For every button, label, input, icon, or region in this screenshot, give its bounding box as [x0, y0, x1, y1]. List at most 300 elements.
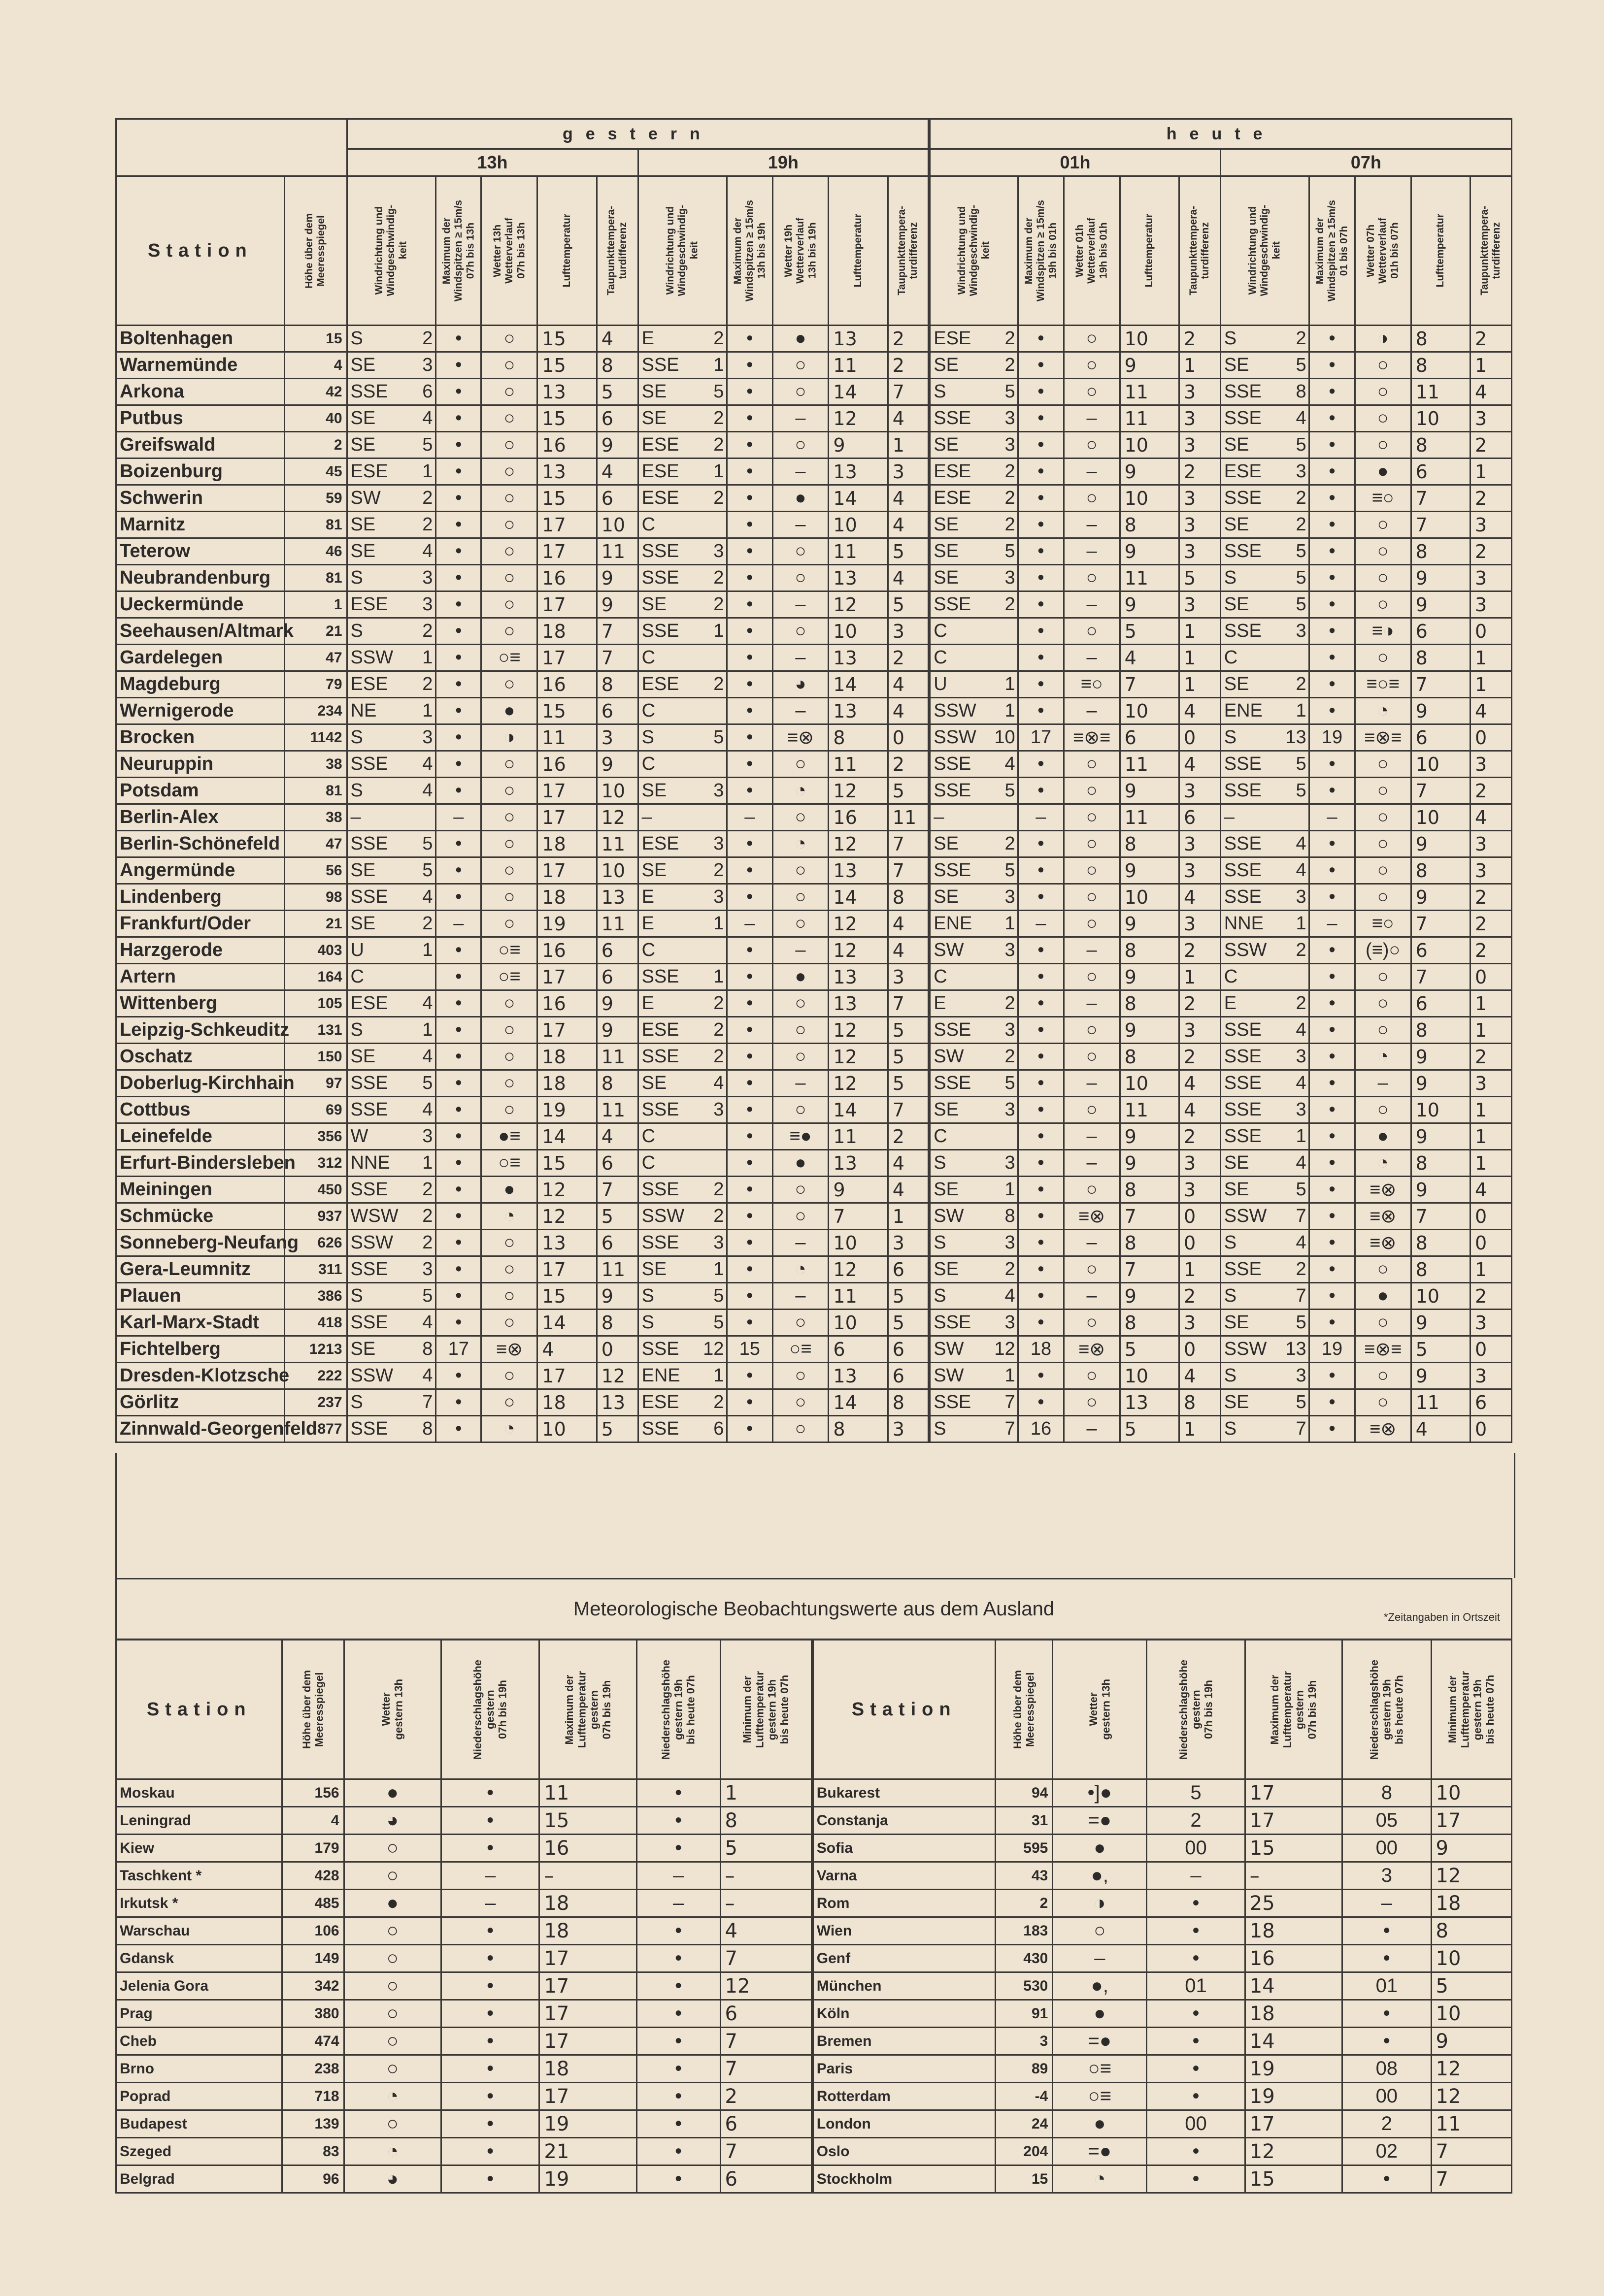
- max-gust: –: [1309, 911, 1355, 937]
- air-temperature: 8: [829, 724, 888, 751]
- weather-symbol: ○: [1355, 1097, 1411, 1123]
- max-gust: •: [1309, 618, 1355, 645]
- wind-cell: [929, 405, 1018, 432]
- dewpoint-difference: 3: [1179, 911, 1220, 937]
- station-altitude: 312: [284, 1150, 347, 1177]
- air-temperature: 12: [829, 1044, 888, 1070]
- weather-symbol: ○≡: [1053, 2055, 1147, 2083]
- wind-direction: S: [934, 381, 946, 402]
- max-gust: •: [1309, 432, 1355, 459]
- wind-speed: 2: [1296, 1259, 1306, 1279]
- station-name: Moskau: [116, 1779, 282, 1807]
- max-gust: •: [727, 964, 772, 990]
- max-gust: •: [727, 645, 772, 671]
- precip-day: •: [441, 2165, 539, 2193]
- wind-speed: 7: [1296, 1418, 1306, 1439]
- weather-symbol: ○: [481, 405, 537, 432]
- table-row: [116, 326, 1512, 352]
- air-temperature: 10: [1120, 698, 1179, 724]
- wind-direction: SSW: [350, 1365, 394, 1386]
- air-temperature: 10: [537, 1416, 597, 1443]
- wind-direction: SE: [1224, 594, 1249, 615]
- wind-cell: [1220, 1097, 1309, 1123]
- dewpoint-difference: 4: [597, 1123, 638, 1150]
- wind-direction: SSE: [1224, 541, 1262, 561]
- station-name: Berlin-Alex: [116, 804, 285, 831]
- wind-direction: ESE: [934, 328, 971, 349]
- wind-direction: ESE: [350, 674, 388, 694]
- wind-direction: SE: [1224, 355, 1249, 375]
- max-gust: •: [727, 538, 772, 565]
- max-gust: •: [1018, 1044, 1064, 1070]
- wind-speed: 1: [713, 461, 724, 482]
- wind-speed: 2: [1004, 514, 1015, 535]
- wind-direction: C: [641, 647, 656, 668]
- weather-symbol: ○: [1064, 804, 1120, 831]
- station-name: Warnemünde: [116, 352, 285, 379]
- dewpoint-difference: 4: [597, 459, 638, 485]
- wind-cell: [638, 698, 727, 724]
- wind-speed: 3: [1004, 1019, 1015, 1040]
- station-name: Berlin-Schönefeld: [116, 831, 285, 857]
- wind-speed: 6: [422, 381, 433, 402]
- wind-speed: 2: [1296, 328, 1306, 349]
- wind-direction: SSE: [1224, 886, 1262, 907]
- station-altitude: 1213: [284, 1336, 347, 1363]
- wind-cell: [1220, 459, 1309, 485]
- air-temperature: 10: [829, 618, 888, 645]
- max-gust: •: [1018, 671, 1064, 698]
- dewpoint-difference: 4: [1470, 1177, 1511, 1203]
- wind-cell: [1220, 485, 1309, 512]
- wind-cell: [929, 379, 1018, 405]
- precip-night: –: [1342, 1890, 1431, 1917]
- wind-speed: 5: [422, 434, 433, 455]
- table-row: [116, 1230, 1512, 1256]
- wind-direction: SSW: [641, 1206, 685, 1226]
- wind-cell: [929, 326, 1018, 352]
- station-name: Belgrad: [116, 2165, 282, 2193]
- air-temperature: 10: [1120, 884, 1179, 911]
- wind-direction: S: [934, 1152, 946, 1173]
- wind-cell: [347, 778, 436, 804]
- dewpoint-difference: 4: [1179, 751, 1220, 778]
- weather-symbol: ◔: [344, 2083, 441, 2110]
- precip-night: 08: [1342, 2055, 1431, 2083]
- station-altitude: 204: [995, 2138, 1053, 2165]
- wind-cell: [638, 591, 727, 618]
- dewpoint-difference: 12: [597, 1363, 638, 1389]
- max-gust: •: [1309, 1230, 1355, 1256]
- weather-symbol: ○: [481, 671, 537, 698]
- station-name: Poprad: [116, 2083, 282, 2110]
- max-gust: •: [727, 751, 772, 778]
- wind-cell: [347, 1123, 436, 1150]
- station-altitude: 403: [284, 937, 347, 964]
- air-temperature: 6: [1411, 618, 1470, 645]
- station-name: Budapest: [116, 2110, 282, 2138]
- max-gust: •: [1018, 857, 1064, 884]
- station-altitude: 38: [284, 804, 347, 831]
- wind-cell: [1220, 1177, 1309, 1203]
- header-13h-col-1: Windrichtung und Windgeschwindig- keit: [347, 176, 436, 326]
- station-altitude: 238: [282, 2055, 344, 2083]
- weather-symbol: ●,: [1053, 1972, 1147, 2000]
- wind-cell: [638, 618, 727, 645]
- dewpoint-difference: 3: [1179, 1150, 1220, 1177]
- wind-cell: [1220, 405, 1309, 432]
- wind-speed: 2: [713, 860, 724, 881]
- weather-symbol: ≡⊗: [1355, 1203, 1411, 1230]
- wind-speed: 2: [1004, 833, 1015, 854]
- max-gust: •: [1309, 1150, 1355, 1177]
- wind-speed: 2: [1296, 514, 1306, 535]
- wind-cell: [638, 326, 727, 352]
- dewpoint-difference: 11: [597, 538, 638, 565]
- weather-symbol: –: [1064, 1070, 1120, 1097]
- dewpoint-difference: 3: [888, 1230, 929, 1256]
- air-temperature: 10: [1120, 432, 1179, 459]
- max-gust: •: [727, 352, 772, 379]
- max-gust: •: [1309, 1203, 1355, 1230]
- weather-symbol: ○: [1355, 1363, 1411, 1389]
- wind-speed: 1: [1296, 700, 1306, 721]
- precip-night: •: [636, 2083, 720, 2110]
- wind-cell: [347, 831, 436, 857]
- air-temperature: 13: [829, 459, 888, 485]
- max-gust: •: [436, 831, 481, 857]
- wind-direction: S: [1224, 1365, 1237, 1386]
- dewpoint-difference: 5: [597, 379, 638, 405]
- weather-symbol: ◔: [1355, 1150, 1411, 1177]
- wind-speed: 1: [1004, 1365, 1015, 1386]
- dewpoint-difference: 3: [1470, 405, 1511, 432]
- weather-symbol: –: [772, 512, 829, 538]
- max-gust: •: [727, 1044, 772, 1070]
- wind-direction: ENE: [641, 1365, 680, 1386]
- wind-direction: C: [641, 514, 656, 535]
- wind-direction: C: [934, 621, 947, 641]
- weather-symbol: ○: [1064, 778, 1120, 804]
- weather-symbol: ○: [1064, 751, 1120, 778]
- wind-direction: ESE: [350, 993, 388, 1014]
- dewpoint-difference: 1: [888, 1203, 929, 1230]
- precip-day: •: [441, 2083, 539, 2110]
- max-gust: •: [1018, 1230, 1064, 1256]
- dewpoint-difference: 10: [597, 857, 638, 884]
- header-13h-col-3: Wetter 13h Wetterverlauf 07h bis 13h: [481, 176, 537, 326]
- wind-direction: SSE: [934, 408, 971, 428]
- wind-direction: SE: [934, 1099, 959, 1120]
- air-temperature: 9: [1411, 565, 1470, 591]
- weather-symbol: ○: [344, 2110, 441, 2138]
- dewpoint-difference: 4: [888, 1150, 929, 1177]
- air-temperature: 10: [829, 512, 888, 538]
- max-gust: •: [1309, 1310, 1355, 1336]
- wind-direction: ESE: [641, 1019, 679, 1040]
- air-temperature: 18: [537, 1044, 597, 1070]
- wind-cell: [347, 1177, 436, 1203]
- station-altitude: 530: [995, 1972, 1053, 2000]
- dewpoint-difference: 3: [1179, 405, 1220, 432]
- wind-cell: [929, 804, 1018, 831]
- wind-direction: SE: [1224, 1312, 1249, 1333]
- max-gust: •: [1018, 751, 1064, 778]
- foreign-observations-table: [115, 1639, 1512, 2194]
- max-gust: •: [436, 884, 481, 911]
- wind-speed: 4: [1004, 754, 1015, 774]
- dewpoint-difference: 2: [888, 352, 929, 379]
- wind-direction: S: [1224, 567, 1237, 588]
- dewpoint-difference: 0: [1179, 1336, 1220, 1363]
- wind-direction: SE: [1224, 674, 1249, 694]
- wind-speed: 7: [1296, 1206, 1306, 1226]
- foreign-header-col-6: Minimum der Lufttemperatur gestern 19h bis heute 07h: [720, 1640, 812, 1779]
- dewpoint-difference: 13: [597, 884, 638, 911]
- wind-direction: SSE: [350, 381, 388, 402]
- max-gust: •: [1018, 884, 1064, 911]
- air-temperature: 10: [1411, 751, 1470, 778]
- wind-cell: [1220, 964, 1309, 990]
- wind-cell: [929, 512, 1018, 538]
- table-row: [116, 1310, 1512, 1336]
- air-temperature: 13: [1120, 1389, 1179, 1416]
- weather-symbol: ◑: [1053, 1890, 1147, 1917]
- max-gust: •: [1018, 831, 1064, 857]
- weather-symbol: –: [1064, 405, 1120, 432]
- weather-symbol: ○≡: [481, 937, 537, 964]
- air-temperature: 11: [537, 724, 597, 751]
- station-name: Constanja: [812, 1807, 995, 1835]
- weather-symbol: ○: [481, 1070, 537, 1097]
- table-row: [116, 1044, 1512, 1070]
- max-gust: •: [1309, 591, 1355, 618]
- dewpoint-difference: 1: [1179, 645, 1220, 671]
- air-temperature: 13: [829, 326, 888, 352]
- dewpoint-difference: 4: [888, 911, 929, 937]
- wind-direction: –: [350, 807, 361, 827]
- max-gust: •: [727, 1097, 772, 1123]
- wind-speed: 2: [713, 488, 724, 508]
- wind-speed: 3: [422, 727, 433, 748]
- air-temperature: 9: [1120, 1150, 1179, 1177]
- max-gust: •: [1018, 1310, 1064, 1336]
- dewpoint-difference: 1: [1470, 1017, 1511, 1044]
- weather-symbol: ●: [1053, 1835, 1147, 1862]
- foreign-title: Meteorologische Beobachtungswerte aus dem Ausland: [573, 1598, 1055, 1620]
- wind-direction: SW: [934, 1339, 964, 1359]
- table-row: [116, 911, 1512, 937]
- wind-direction: ENE: [1224, 700, 1263, 721]
- wind-direction: SSE: [350, 1073, 388, 1093]
- wind-speed: 10: [994, 727, 1015, 748]
- precip-night: •: [1342, 1917, 1431, 1945]
- air-temperature: 8: [1120, 1310, 1179, 1336]
- wind-cell: [347, 1256, 436, 1283]
- table-row: [116, 1835, 1512, 1862]
- wind-speed: 3: [1296, 886, 1306, 907]
- station-name: Gdansk: [116, 1945, 282, 1972]
- max-gust: •: [727, 1123, 772, 1150]
- table-row: [116, 1890, 1512, 1917]
- dewpoint-difference: 4: [1179, 698, 1220, 724]
- wind-direction: SE: [1224, 514, 1249, 535]
- station-altitude: -4: [995, 2083, 1053, 2110]
- wind-cell: [638, 751, 727, 778]
- dewpoint-difference: 5: [888, 1310, 929, 1336]
- wind-cell: [1220, 911, 1309, 937]
- wind-cell: [929, 1256, 1018, 1283]
- wind-cell: [929, 1389, 1018, 1416]
- table-row: [116, 1256, 1512, 1283]
- weather-symbol: ○: [772, 1177, 829, 1203]
- wind-cell: [347, 618, 436, 645]
- air-temperature: 12: [829, 1256, 888, 1283]
- max-gust: •: [1309, 565, 1355, 591]
- precip-day: •: [1147, 2055, 1245, 2083]
- wind-direction: ESE: [641, 833, 679, 854]
- max-gust: •: [727, 857, 772, 884]
- wind-speed: 2: [422, 1179, 433, 1200]
- min-temperature: 4: [720, 1917, 812, 1945]
- precip-night: •: [636, 2028, 720, 2055]
- wind-direction: E: [641, 886, 654, 907]
- wind-cell: [929, 352, 1018, 379]
- dewpoint-difference: 2: [1470, 1283, 1511, 1310]
- station-name: Doberlug-Kirchhain: [116, 1070, 285, 1097]
- air-temperature: 5: [1120, 618, 1179, 645]
- station-altitude: 164: [284, 964, 347, 990]
- time-01h: 01h: [929, 149, 1220, 176]
- weather-symbol: ○: [1355, 565, 1411, 591]
- air-temperature: 9: [1411, 591, 1470, 618]
- weather-symbol: ○: [1064, 1097, 1120, 1123]
- max-gust: •: [727, 1283, 772, 1310]
- max-gust: •: [436, 512, 481, 538]
- weather-symbol: ○: [772, 618, 829, 645]
- min-temperature: 11: [1431, 2110, 1512, 2138]
- precip-night: •: [636, 1945, 720, 1972]
- wind-speed: 1: [1296, 1126, 1306, 1147]
- station-name: Sofia: [812, 1835, 995, 1862]
- wind-cell: [1220, 1336, 1309, 1363]
- wind-speed: 2: [713, 1179, 724, 1200]
- wind-direction: SSE: [934, 594, 971, 615]
- min-temperature: 6: [720, 2165, 812, 2193]
- weather-symbol: ○: [481, 565, 537, 591]
- station-altitude: 4: [284, 352, 347, 379]
- max-gust: •: [1309, 884, 1355, 911]
- wind-speed: 5: [422, 1073, 433, 1093]
- wind-cell: [347, 591, 436, 618]
- dewpoint-difference: 1: [1470, 1256, 1511, 1283]
- wind-direction: E: [641, 913, 654, 934]
- wind-cell: [1220, 1363, 1309, 1389]
- wind-cell: [347, 645, 436, 671]
- max-gust: •: [436, 1070, 481, 1097]
- wind-speed: 2: [713, 594, 724, 615]
- weather-symbol: ●: [772, 485, 829, 512]
- wind-cell: [929, 1123, 1018, 1150]
- wind-speed: 4: [422, 1365, 433, 1386]
- dewpoint-difference: 2: [1179, 1283, 1220, 1310]
- wind-direction: SE: [350, 434, 376, 455]
- station-altitude: 81: [284, 565, 347, 591]
- wind-cell: [347, 1150, 436, 1177]
- wind-cell: [929, 591, 1018, 618]
- station-altitude: 15: [995, 2165, 1053, 2193]
- wind-direction: WSW: [350, 1206, 399, 1226]
- station-altitude: 311: [284, 1256, 347, 1283]
- weather-symbol: ○: [1064, 1389, 1120, 1416]
- min-temperature: 9: [1431, 1835, 1512, 1862]
- wind-direction: SE: [350, 355, 376, 375]
- precip-night: •: [1342, 2028, 1431, 2055]
- station-name: Arkona: [116, 379, 285, 405]
- max-gust: 19: [1309, 1336, 1355, 1363]
- air-temperature: 17: [537, 964, 597, 990]
- dewpoint-difference: 0: [1470, 1203, 1511, 1230]
- max-gust: •: [1309, 1017, 1355, 1044]
- weather-symbol: ○: [772, 1017, 829, 1044]
- station-name: Genf: [812, 1945, 995, 1972]
- wind-speed: 7: [422, 1392, 433, 1412]
- air-temperature: 11: [1120, 804, 1179, 831]
- wind-speed: 5: [1296, 541, 1306, 561]
- dewpoint-difference: 9: [597, 1283, 638, 1310]
- weather-symbol: ●: [481, 1177, 537, 1203]
- weather-symbol: ○: [1064, 1363, 1120, 1389]
- dewpoint-difference: 5: [1179, 565, 1220, 591]
- max-gust: •: [727, 618, 772, 645]
- max-gust: •: [436, 485, 481, 512]
- weather-symbol: ○: [481, 990, 537, 1017]
- wind-speed: 2: [1004, 594, 1015, 615]
- weather-symbol: ●: [344, 1890, 441, 1917]
- header-19h-col-4: Lufttemperatur: [829, 176, 888, 326]
- wind-speed: 5: [1296, 780, 1306, 801]
- dewpoint-difference: 1: [1179, 1416, 1220, 1443]
- air-temperature: 13: [829, 565, 888, 591]
- wind-cell: [638, 964, 727, 990]
- weather-symbol: ○: [1355, 432, 1411, 459]
- max-gust: •: [1309, 990, 1355, 1017]
- air-temperature: 15: [537, 1283, 597, 1310]
- weather-symbol: ○: [772, 990, 829, 1017]
- dewpoint-difference: 2: [1470, 326, 1511, 352]
- max-gust: •: [1309, 1283, 1355, 1310]
- air-temperature: 13: [537, 459, 597, 485]
- station-name: Schwerin: [116, 485, 285, 512]
- wind-speed: 6: [713, 1418, 724, 1439]
- wind-cell: [1220, 671, 1309, 698]
- wind-speed: 2: [713, 1019, 724, 1040]
- wind-speed: 2: [1004, 1259, 1015, 1279]
- max-gust: •: [727, 565, 772, 591]
- min-temperature: 7: [720, 1945, 812, 1972]
- foreign-header-col-3: Niederschlagshöhe gestern 07h bis 19h: [1147, 1640, 1245, 1779]
- header-19h-col-2: Maximum der Windspitzen ≥ 15m/s 13h bis 19h: [727, 176, 772, 326]
- station-name: Plauen: [116, 1283, 285, 1310]
- wind-direction: C: [1224, 647, 1238, 668]
- wind-direction: S: [350, 621, 363, 641]
- weather-symbol: ●: [344, 1779, 441, 1807]
- wind-direction: SE: [934, 833, 959, 854]
- dewpoint-difference: 3: [1179, 591, 1220, 618]
- weather-symbol: ○: [1064, 1256, 1120, 1283]
- max-gust: •: [727, 1150, 772, 1177]
- dewpoint-difference: 6: [597, 1230, 638, 1256]
